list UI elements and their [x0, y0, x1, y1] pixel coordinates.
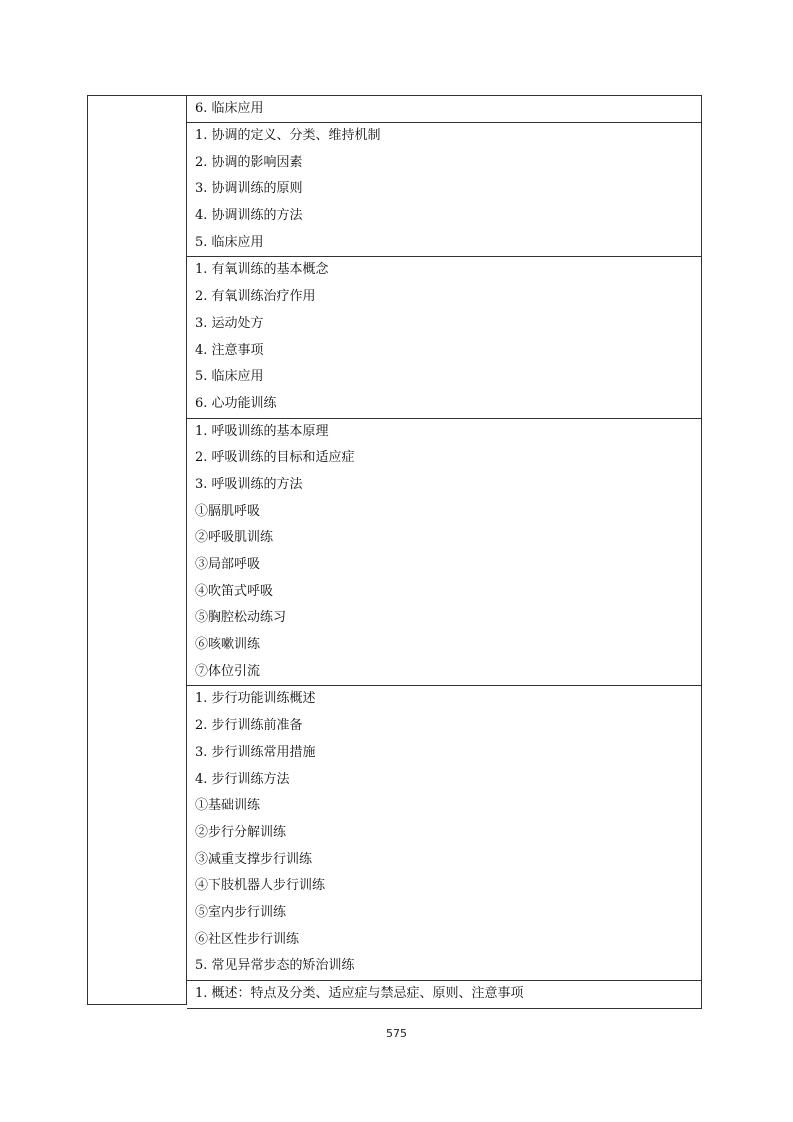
list-item: 1. 步行功能训练概述 — [195, 691, 316, 707]
list-item: 2. 呼吸训练的目标和适应症 — [195, 450, 355, 466]
table-right-column — [187, 96, 702, 1009]
list-item: 2. 有氧训练治疗作用 — [195, 289, 316, 305]
list-item: 6. 临床应用 — [195, 101, 264, 116]
list-item: 2. 步行训练前准备 — [195, 718, 303, 734]
list-item: ⑤室内步行训练 — [195, 904, 287, 920]
table-cell — [187, 981, 702, 1009]
list-item: 1. 有氧训练的基本概念 — [195, 262, 329, 278]
list-item: ②步行分解训练 — [195, 824, 287, 840]
list-item: 4. 步行训练方法 — [195, 771, 290, 787]
list-item: 2. 协调的影响因素 — [195, 154, 303, 170]
list-item: 4. 协调训练的方法 — [195, 208, 303, 224]
list-item: 3. 呼吸训练的方法 — [195, 476, 303, 492]
list-item: 5. 临床应用 — [195, 234, 264, 250]
list-item: ①膈肌呼吸 — [195, 503, 261, 519]
list-item: 1. 呼吸训练的基本原理 — [195, 423, 329, 439]
list-item: ④吹笛式呼吸 — [195, 583, 274, 599]
list-item: 3. 协调训练的原则 — [195, 181, 303, 197]
list-item: 3. 步行训练常用措施 — [195, 744, 316, 760]
list-item: ①基础训练 — [195, 798, 261, 814]
list-item: 1. 协调的定义、分类、维持机制 — [195, 128, 381, 143]
list-item: ③局部呼吸 — [195, 557, 261, 572]
list-item: 1. 概述：特点及分类、适应症与禁忌症、原则、注意事项 — [195, 986, 524, 1001]
list-item: 5. 临床应用 — [195, 369, 264, 385]
list-item: 5. 常见异常步态的矫治训练 — [195, 958, 355, 974]
page-number: 575 — [386, 1027, 407, 1040]
content-table — [87, 95, 702, 1005]
list-item: ③减重支撑步行训练 — [195, 851, 313, 867]
list-item: ④下肢机器人步行训练 — [195, 878, 326, 894]
list-item: 6. 心功能训练 — [195, 395, 277, 411]
list-item: 4. 注意事项 — [195, 342, 264, 358]
table-cell — [187, 686, 702, 981]
list-item: ⑤胸腔松动练习 — [195, 610, 287, 626]
table-left-column — [88, 96, 187, 1005]
list-item: ⑥社区性步行训练 — [195, 931, 300, 947]
table-cell — [187, 419, 702, 687]
list-item: ⑦体位引流 — [195, 663, 261, 679]
list-item: 3. 运动处方 — [195, 315, 264, 331]
table-cell — [187, 123, 702, 257]
table-cell — [187, 96, 702, 123]
table-cell — [187, 257, 702, 418]
list-item: ②呼吸肌训练 — [195, 530, 274, 546]
list-item: ⑥咳嗽训练 — [195, 637, 261, 653]
